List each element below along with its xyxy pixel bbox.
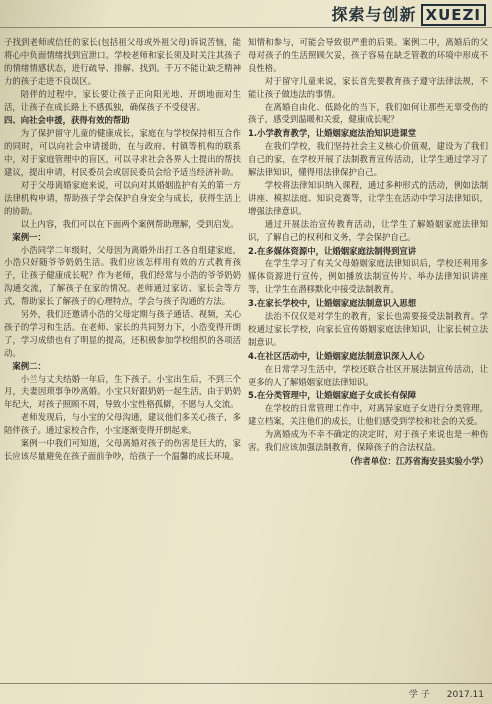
header-rule: [0, 27, 492, 28]
section-heading: 1.小学教育教学，让婚姻家庭法治知识进课堂: [248, 128, 417, 139]
section-heading: 3.在家长学校中，让婚姻家庭法制意识入思想: [248, 298, 417, 309]
issue-number: 2017.11: [446, 690, 484, 700]
section-heading: 4.在社区活动中，让婚姻家庭法制意识深入人心: [248, 350, 425, 361]
paragraph: 案例一中我们可知道，父母离婚对孩子的伤害是巨大的，家长应该尽量避免在孩子面前争吵，给孩子一个温馨的成长环境。: [4, 438, 241, 461]
section-heading: 四、向社会申援，获得有效的帮助: [4, 115, 130, 126]
case-label: 案例二：: [12, 360, 46, 371]
paragraph: 知情和参与，可能会导致很严重的后果。案例二中，离婚后的父母对孩子的生活照顾欠妥，孩子容易在缺乏管教的环境中形成不良性格。: [248, 37, 488, 73]
paragraph: 在学生学习了有关父母婚姻家庭法律知识后，学校还利用多媒体资源进行宣传，例如播放法制宣传片、举办法律知识讲座等，让学生在潜移默化中接受法制教育。: [248, 258, 488, 295]
paragraph: 以上内容，我们可以在下面两个案例帮助理解，受到启发。: [20, 218, 239, 229]
paragraph: 学校将法律知识纳入课程，通过多种形式的活动，例如法制讲座、模拟法庭、知识竞赛等，让学生在活动中学习法律知识，增强法律意识。: [248, 179, 488, 216]
paragraph: 陪伴的过程中，家长要让孩子正向阳光地、开朗地面对生活，让孩子在成长路上不感孤独，确保孩子不受侵害。: [4, 88, 241, 112]
paragraph: 另外，我们还邀请小浩的父母定期与孩子通话、视频，关心孩子的学习和生活。在老师、家长的共同努力下，小浩变得开朗了，学习成绩也有了明显的提高，还积极参加学校组织的各项活动。: [4, 309, 241, 358]
paragraph: 老师发现后，与小宝的父母沟通，建议他们多关心孩子，多陪伴孩子。通过家校合作，小宝逐渐变得开朗起来。: [4, 412, 241, 436]
column-brand: [332, 2, 486, 26]
paragraph: 在学校的日常管理工作中，对离异家庭子女进行分类管理，建立档案，关注他们的成长，让他们感受到学校和社会的关爱。: [248, 403, 488, 427]
magazine-name: 学子: [408, 690, 433, 700]
paragraph: 对于父母离婚家庭来说，可以向对其婚姻监护有关的第一方法律机构申请，帮助孩子学会保护自身安全与成长，获得生活上的协助。: [4, 179, 241, 216]
paragraph: 在离婚自由化、低龄化的当下，我们如何让那些无辜受伤的孩子，感受到温暖和关爱，健康成长呢？: [248, 101, 488, 125]
paragraph: 对于留守儿童来说，家长首先要教育孩子遵守法律法规，不能让孩子做违法的事情。: [248, 75, 488, 99]
case-label: 案例一：: [12, 231, 46, 242]
paragraph: 在我们学校，我们坚持社会主义核心价值观，建设为了我们自己的家，在学校开展了法制教育宣传活动，让学生通过学习了解法律知识，懂得用法律保护自己。: [248, 141, 488, 178]
paragraph: 法治不仅仅是对学生的教育，家长也需要接受法制教育。学校通过家长学校，向家长宣传婚姻家庭法律知识，让家长树立法制意识。: [248, 311, 488, 347]
paragraph: 通过开展法治宣传教育活动，让学生了解婚姻家庭法律知识，了解自己的权利和义务，学会保护自己。: [248, 218, 488, 242]
section-heading: 5.在分类管理中，让婚姻家庭子女成长有保障: [248, 390, 417, 401]
paragraph: 小兰与丈夫结婚一年后，生下孩子。小宝出生后，不到三个月，夫妻因琐事争吵离婚。小宝只好跟奶奶一起生活，由于奶奶年纪大，对孩子照顾不周，导致小宝性格孤僻，不愿与人交流。: [4, 373, 241, 410]
right-column: [248, 36, 488, 678]
paragraph: 在日常学习生活中，学校还联合社区开展法制宣传活动，让更多的人了解婚姻家庭法律知识。: [248, 363, 488, 387]
left-column: [4, 36, 241, 678]
paragraph: 为了保护留守儿童的健康成长，家庭在与学校保持相互合作的同时，可以向社会申请援助，在与政府、村镇等机构的联系中，对于家庭管理中的盲区，可以寻求社会各界人士提出的帮扶建议，提出申请，村民委员会或居民委员会给予适当经济补助。: [4, 128, 241, 178]
footer-rule: [0, 683, 492, 684]
section-heading: 2.在多媒体资源中，让婚姻家庭法制得到宣讲: [248, 245, 417, 256]
paragraph: 小浩同学二年级时，父母因为离婚外出打工各自组建家庭，小浩只好随爷爷奶奶生活。我们应该怎样用有效的方式教育孩子，让孩子健康成长呢？作为老师，我们经常与小浩的爷爷奶奶沟通交流，了解孩子在家的情况。老师通过家访、家长会等方式，帮助家长了解孩子的心理特点，学会与孩子沟通的方法。: [4, 244, 241, 307]
brand-title: 探索与创新: [331, 5, 417, 24]
paragraph: 子找到老师或信任的家长(包括祖父母或外祖父母)诉说苦恼，能将心中负面情绪找到宣泄口。学校老师和家长须及时关注其孩子的情绪情感状态，进行疏导、排解、找到。千万不能让缺乏精神力的孩子走进不良误区。: [4, 37, 241, 86]
paragraph: 为离婚成为不幸不确定的决定时，对于孩子来说也是一种伤害。我们应该加强法制教育，保障孩子的合法权益。: [248, 429, 488, 453]
page-header: [0, 0, 492, 28]
author-byline: （作者单位：江苏省海安县实验小学）: [345, 456, 488, 466]
page-footer: [409, 687, 484, 700]
brand-box: XUEZI: [421, 4, 486, 26]
